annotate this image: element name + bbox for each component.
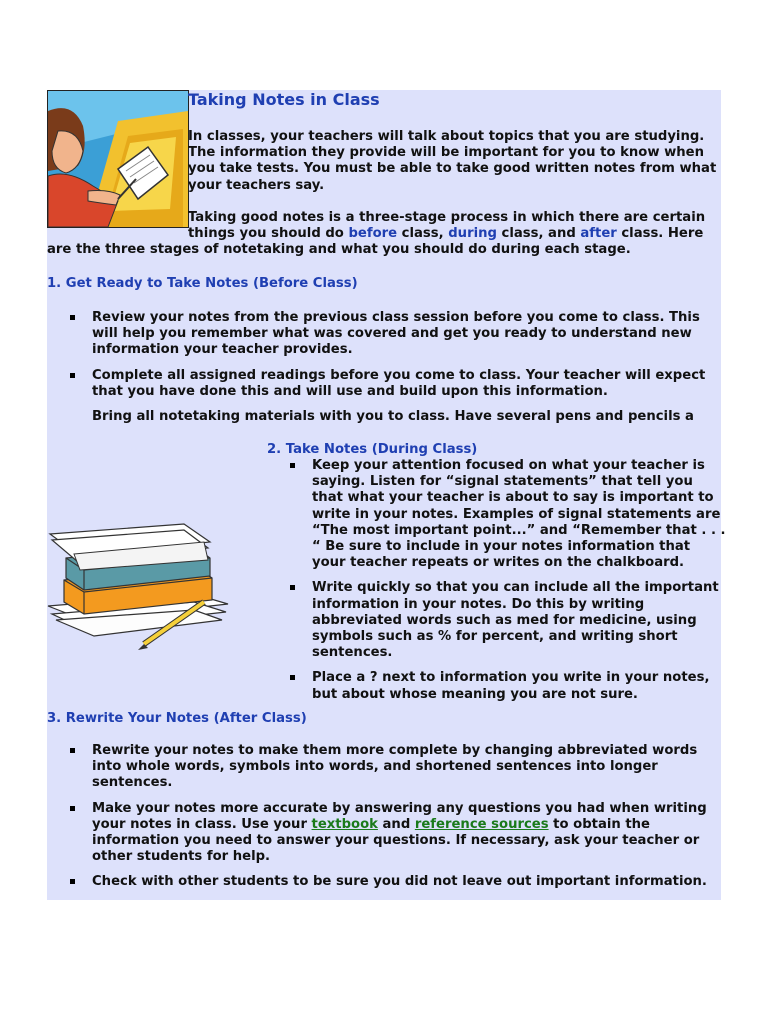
section-3-heading: 3. Rewrite Your Notes (After Class) xyxy=(47,711,307,726)
list-item: Keep your attention focused on what your teacher is saying. Listen for “signal statements” that tell you that what your teacher is about to say is important to write in your notes. Examples of signal statements are “The most important point...” and “Remember that . . . “ Be sure to include in your notes information that your teacher repeats or writes on the chalkboard. xyxy=(312,458,726,571)
intro-paragraph: In classes, your teachers will talk about topics that you are studying. The information they provide will be important for you to know when you take tests. You must be able to take good written notes from what your teachers say. xyxy=(188,129,717,193)
section-3-list xyxy=(92,743,707,891)
stages-paragraph-line2: things you should do before class, during class, and after class. Here xyxy=(188,226,704,241)
books-stack-illustration xyxy=(44,520,232,660)
reference-sources-link[interactable]: reference sources xyxy=(414,816,549,832)
bullet-icon xyxy=(290,675,295,680)
stages-paragraph: Taking good notes is a three-stage process in which there are certain xyxy=(188,210,706,225)
list-item: Rewrite your notes to make them more complete by changing abbreviated words into whole words, symbols into words, and shortened sentences into longer sentences. xyxy=(92,743,707,792)
bullet-icon xyxy=(70,748,75,753)
list-item: Make your notes more accurate by answering any questions you had when writing your notes in class. Use your textbook and reference sources to obtain the information you need to answer your questions. If necessary, ask your teacher or other students for help. xyxy=(92,801,707,866)
textbook-link[interactable]: textbook xyxy=(311,816,378,832)
bullet-icon xyxy=(290,585,295,590)
stages-paragraph-line3: are the three stages of notetaking and what you should do during each stage. xyxy=(47,242,631,257)
list-item: Write quickly so that you can include all the important information in your notes. Do this by writing abbreviated words such as med for medicine, using symbols such as % for percent, and writing short sentences. xyxy=(312,580,726,661)
student-writing-illustration xyxy=(47,90,189,228)
section-1-continuation: Bring all notetaking materials with you to class. Have several pens and pencils a xyxy=(92,409,694,424)
bullet-icon xyxy=(70,373,75,378)
list-item: Place a ? next to information you write in your notes, but about whose meaning you are not sure. xyxy=(312,670,726,702)
bullet-icon xyxy=(290,463,295,468)
bullet-icon xyxy=(70,806,75,811)
list-item: Complete all assigned readings before you come to class. Your teacher will expect that you have done this and will use and build upon this information. xyxy=(92,368,705,400)
bullet-icon xyxy=(70,315,75,320)
section-1-heading: 1. Get Ready to Take Notes (Before Class) xyxy=(47,276,358,291)
section-1-list xyxy=(92,310,705,400)
bullet-icon xyxy=(70,879,75,884)
section-2-list xyxy=(312,458,726,703)
section-2-heading: 2. Take Notes (During Class) xyxy=(267,442,478,457)
list-item: Review your notes from the previous class session before you come to class. This will help you remember what was covered and get you ready to understand new information your teacher provides. xyxy=(92,310,705,359)
page-title: Taking Notes in Class xyxy=(188,90,380,109)
list-item: Check with other students to be sure you did not leave out important information. xyxy=(92,874,707,890)
